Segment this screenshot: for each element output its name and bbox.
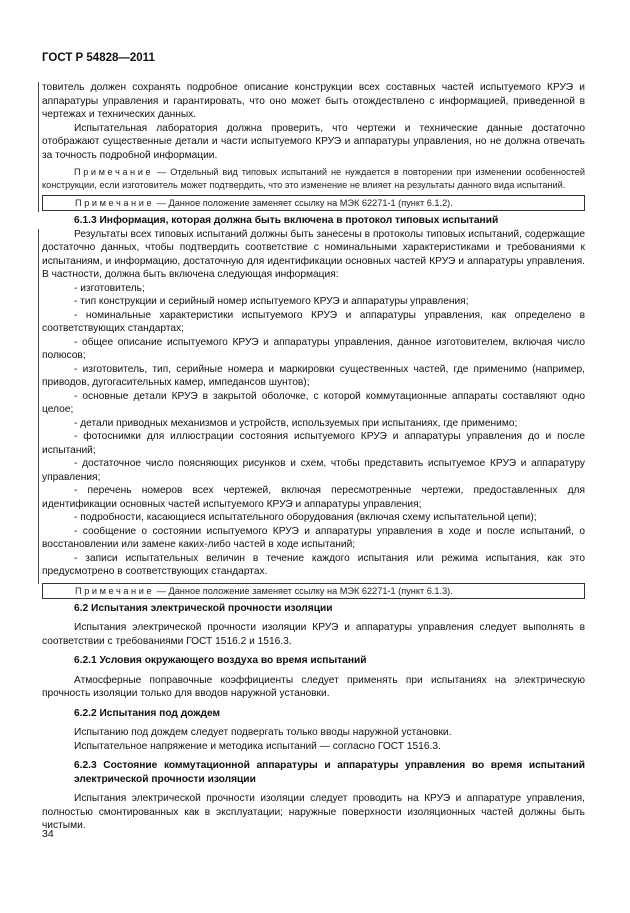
change-bar	[38, 82, 39, 212]
paragraph: Результаты всех типовых испытаний должны быть занесены в протоколы типовых испытаний, содержащие достаточно данных, чтобы подтвердить соответствие с номинальными характеристиками и требованиями к испытаниям, и информацию, достаточную для идентификации основных частей КРУЭ и аппаратуры управления. В частности, должна быть включена следующая информация:	[42, 228, 585, 280]
note-box	[42, 195, 585, 211]
document-header: ГОСТ Р 54828—2011	[42, 52, 155, 64]
list-item: - тип конструкции и серийный номер испытуемого КРУЭ и аппаратуры управления;	[74, 296, 469, 307]
paragraph: товитель должен сохранять подробное описание конструкции всех составных частей испытуемого КРУЭ и аппаратуры управления и гарантировать, что оно может быть отождествлено с информацией, приведенной в чертежах и технических данных.	[42, 82, 585, 120]
paragraph: Испытательное напряжение и методика испытаний — согласно ГОСТ 1516.3.	[74, 740, 441, 752]
note-text: — Данное положение заменяет ссылку на МЭК 62271-1 (пункт 6.1.2).	[154, 198, 453, 208]
note-label: Примечание	[75, 585, 155, 596]
section-heading: 6.2.2 Испытания под дождем	[74, 707, 221, 719]
list-item: - сообщение о состоянии испытуемого КРУЭ и аппаратуры управления в ходе и после испытаний, о восстановлении или замене каких-либо частей в ходе испытаний;	[42, 525, 585, 550]
note	[42, 166, 585, 191]
list-item: - изготовитель, тип, серийные номера и маркировки существенных частей, где применимо (например, приводов, дугогасительных камер, импедансов шунтов);	[42, 363, 585, 388]
paragraph: Испытания электрической прочности изоляции следует проводить на КРУЭ и аппаратуре управления, полностью смонтированных как в эксплуатации; наружные поверхности изоляционных частей должны быть чистыми.	[42, 793, 585, 831]
list-item: - номинальные характеристики испытуемого КРУЭ и аппаратуры управления, как определено в соответствующих стандартах;	[42, 309, 585, 334]
section-heading: 6.2 Испытания электрической прочности изоляции	[74, 602, 333, 614]
section-heading: 6.2.3 Состояние коммутационной аппаратуры и аппаратуры управления во время испытаний электрической прочности изоляции	[74, 760, 585, 785]
section-heading: 6.1.3 Информация, которая должна быть включена в протокол типовых испытаний	[74, 215, 499, 226]
list-item: - достаточное число поясняющих рисунков и схем, чтобы представить испытуемое КРУЭ и аппаратуру управления;	[42, 458, 585, 483]
note-text: — Отдельный вид типовых испытаний не нуждается в повторении при изменении особенностей конструкции, если изготовитель может подтвердить, что это изменение не влияет на результаты данного вида испытаний.	[42, 167, 585, 190]
page-number: 34	[42, 828, 54, 840]
list-item: - изготовитель;	[74, 282, 145, 294]
paragraph: Испытания электрической прочности изоляции КРУЭ и аппаратуры управления следует выполнять в соответствии с требованиями ГОСТ 1516.2 и 1516.3.	[42, 622, 585, 647]
list-item: - фотоснимки для иллюстрации состояния испытуемого КРУЭ и аппаратуры управления до и после испытаний;	[42, 431, 585, 456]
list-item: - подробности, касающиеся испытательного оборудования (включая схему испытательной цепи);	[74, 512, 537, 523]
list-item: - записи испытательных величин в течение каждого испытания или режима испытания, как это предусмотрено в соответствующих стандартах.	[42, 552, 585, 577]
note-text: — Данное положение заменяет ссылку на МЭК 62271-1 (пункт 6.1.3).	[154, 585, 453, 596]
section-heading: 6.2.1 Условия окружающего воздуха во время испытаний	[74, 655, 367, 666]
paragraph: Атмосферные поправочные коэффициенты следует применять при испытаниях на электрическую прочность изоляции только для вводов наружной установки.	[42, 674, 585, 699]
note-box	[42, 583, 585, 599]
list-item: - детали приводных механизмов и устройств, используемых при испытаниях, где применимо;	[74, 417, 518, 429]
change-bar	[38, 229, 39, 584]
paragraph: Испытанию под дождем следует подвергать только вводы наружной установки.	[74, 727, 452, 738]
list-item: - перечень номеров всех чертежей, включая пересмотренные чертежи, предоставленных для идентификации основных частей испытуемого КРУЭ и аппаратуры управления;	[42, 485, 585, 510]
paragraph: Испытательная лаборатория должна проверить, что чертежи и технические данные достаточно отображают существенные детали и части испытуемого КРУЭ и аппаратуры управления, но не должна отвечать за точность подробной информации.	[42, 122, 585, 161]
info-list	[42, 282, 585, 579]
document-body	[42, 81, 585, 833]
list-item: - общее описание испытуемого КРУЭ и аппаратуры управления, данное изготовителем, включая число полюсов;	[42, 336, 585, 361]
list-item: - основные детали КРУЭ в закрытой оболочке, с которой коммутационные аппараты составляют одно целое;	[42, 390, 585, 415]
note-label: Примечание	[74, 167, 154, 177]
note-label: Примечание	[75, 198, 155, 208]
